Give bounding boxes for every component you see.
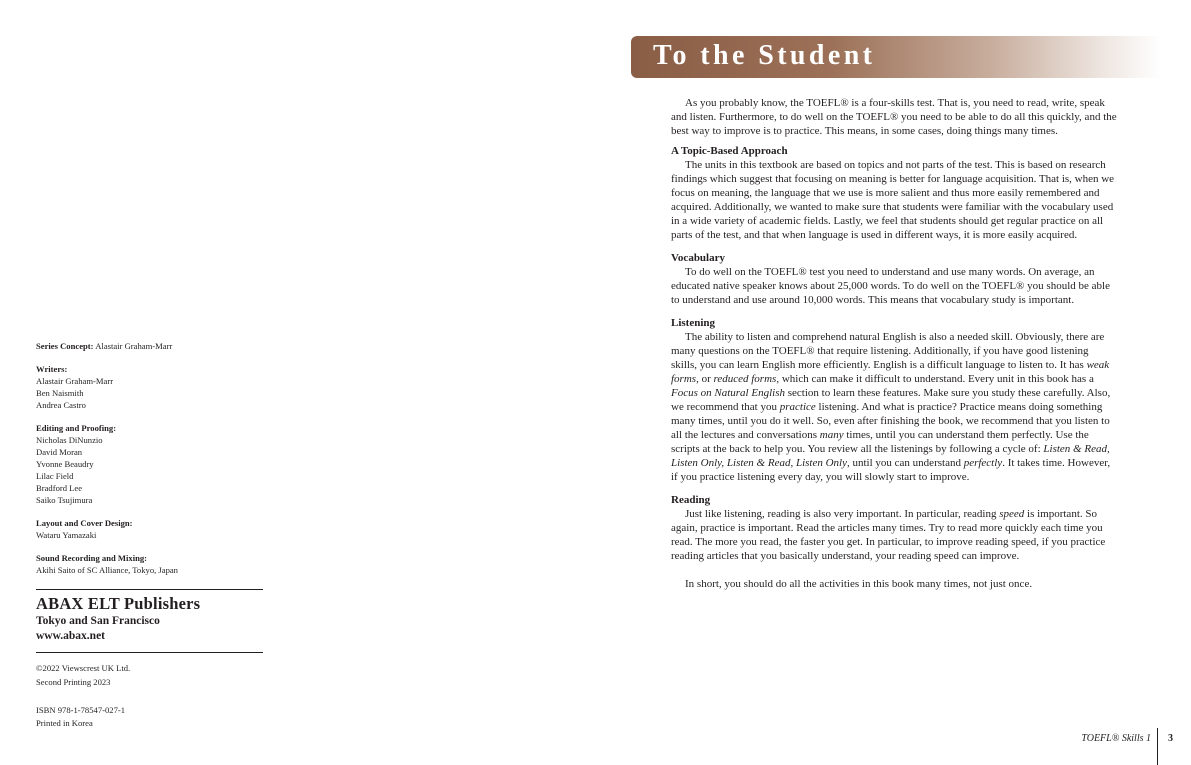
series-concept-credit [36, 340, 264, 352]
emphasis: Listen & Read, Listen Only, Listen & Read, Listen Only [671, 443, 1110, 469]
publisher-location: Tokyo and San Francisco [36, 615, 160, 627]
editor-name: Bradford Lee [36, 483, 83, 493]
editor-name: Lilac Field [36, 471, 74, 481]
footer-divider [1157, 728, 1158, 765]
section-topic-based-approach [671, 144, 1117, 242]
running-footer-title: TOEFL® Skills 1 [1081, 733, 1151, 744]
publisher-rule-top [36, 589, 263, 590]
title-banner [631, 36, 1161, 78]
isbn-block [36, 704, 125, 730]
section-paragraph: Just like listening, reading is also very important. In particular, reading speed is important. So again, practice is important. Read the articles many times. Try to read more quickly each time you read. The more you read, the faster you get. In particular, to improve reading speed, if you practice reading articles that you basically understand, your reading speed can improve. [671, 508, 1106, 562]
closing-paragraph: In short, you should do all the activities in this book many times, not just once. [685, 578, 1033, 590]
publisher-name: ABAX ELT Publishers [36, 594, 201, 613]
publisher-rule-bottom [36, 652, 263, 653]
sound-credit [36, 552, 264, 576]
editor-name: Yvonne Beaudry [36, 459, 94, 469]
editor-name: David Moran [36, 447, 83, 457]
writers-label: Writers: [36, 364, 68, 374]
copyright-block [36, 661, 130, 689]
article-body [671, 96, 1117, 591]
emphasis: speed [999, 508, 1025, 520]
sound-label: Sound Recording and Mixing: [36, 553, 148, 563]
emphasis: Focus on Natural English [671, 387, 785, 399]
section-heading: Listening [671, 317, 716, 329]
page-number: 3 [1168, 733, 1173, 744]
editing-credit [36, 422, 264, 506]
layout-label: Layout and Cover Design: [36, 518, 133, 528]
section-heading: A Topic-Based Approach [671, 145, 788, 157]
writer-name: Ben Naismith [36, 388, 84, 398]
copyright-line: ©2022 Viewscrest UK Ltd. [36, 663, 131, 673]
editor-name: Saiko Tsujimura [36, 495, 93, 505]
writer-name: Alastair Graham-Marr [36, 376, 114, 386]
publisher-block [36, 594, 200, 644]
editing-label: Editing and Proofing: [36, 423, 117, 433]
printing-line: Second Printing 2023 [36, 677, 111, 687]
section-heading: Vocabulary [671, 252, 725, 264]
editor-name: Nicholas DiNunzio [36, 435, 103, 445]
designer-name: Wataru Yamazaki [36, 530, 97, 540]
section-heading: Reading [671, 494, 711, 506]
section-paragraph: To do well on the TOEFL® test you need to understand and use many words. On average, an educated native speaker knows about 25,000 words. To do well on the TOEFL® you should be able to understand and use around 10,000 words. This means that vocabulary study is important. [671, 266, 1110, 306]
emphasis: many [819, 429, 844, 441]
emphasis: reduced forms [713, 373, 777, 385]
section-paragraph: The units in this textbook are based on topics and not parts of the test. This is based on research findings which suggest that focusing on meaning is better for language acquisition. That is, when we focus on meaning, the language that we use is more salient and thus more easily remembered and acquired. Additionally, we wanted to make sure that students were familiar with the vocabulary used in a wide variety of academic fields. Lastly, we feel that students should get regular practice on all parts of the test, and that when language is used in different ways, it is more easily acquired. [671, 159, 1115, 241]
writer-name: Andrea Castro [36, 400, 86, 410]
layout-credit [36, 517, 264, 541]
page-title: To the Student [653, 40, 876, 71]
emphasis: practice [779, 401, 816, 413]
writers-credit [36, 363, 264, 411]
section-reading [671, 493, 1117, 563]
printed-in-line: Printed in Korea [36, 718, 93, 728]
section-vocabulary [671, 251, 1117, 307]
isbn-line: ISBN 978-1-78547-027-1 [36, 705, 126, 715]
emphasis: perfectly [963, 457, 1003, 469]
credits-block [36, 340, 264, 587]
series-concept-label: Series Concept: [36, 341, 94, 351]
publisher-website: www.abax.net [36, 630, 106, 642]
intro-paragraph: As you probably know, the TOEFL® is a four-skills test. That is, you need to read, write, speak and listen. Furthermore, to do well on the TOEFL® you need to be able to do all this quickly, and the best way to improve is to practice. This means, in some cases, doing things many times. [671, 97, 1117, 137]
sound-engineer-name: Akihi Saito of SC Alliance, Tokyo, Japan [36, 565, 178, 575]
section-listening [671, 316, 1117, 484]
emphasis: weak forms [671, 359, 1110, 385]
section-paragraph: The ability to listen and comprehend natural English is also a needed skill. Obviously, there are many questions on the TOEFL® that require listening. Additionally, if you have good listening skills, you can learn English more efficiently. English is a difficult language to listen to. It has weak forms, or reduced forms, which can make it difficult to understand. Every unit in this book has a Focus on Natural English section to learn these features. Make sure you study these carefully. Also, we recommend that you practice listening. And what is practice? Practice means doing something many times, until you do it well. So, even after finishing the book, we recommend that you listen to all the lectures and conversations many times, until you can understand them perfectly. Use the scripts at the back to help you. You review all the listenings by following a cycle of: Listen & Read, Listen Only, Listen & Read, Listen Only, until you can understand perfectly. It takes time. However, if you practice listening every day, you will slowly start to improve. [671, 331, 1111, 483]
series-concept-value: Alastair Graham-Marr [95, 341, 173, 351]
